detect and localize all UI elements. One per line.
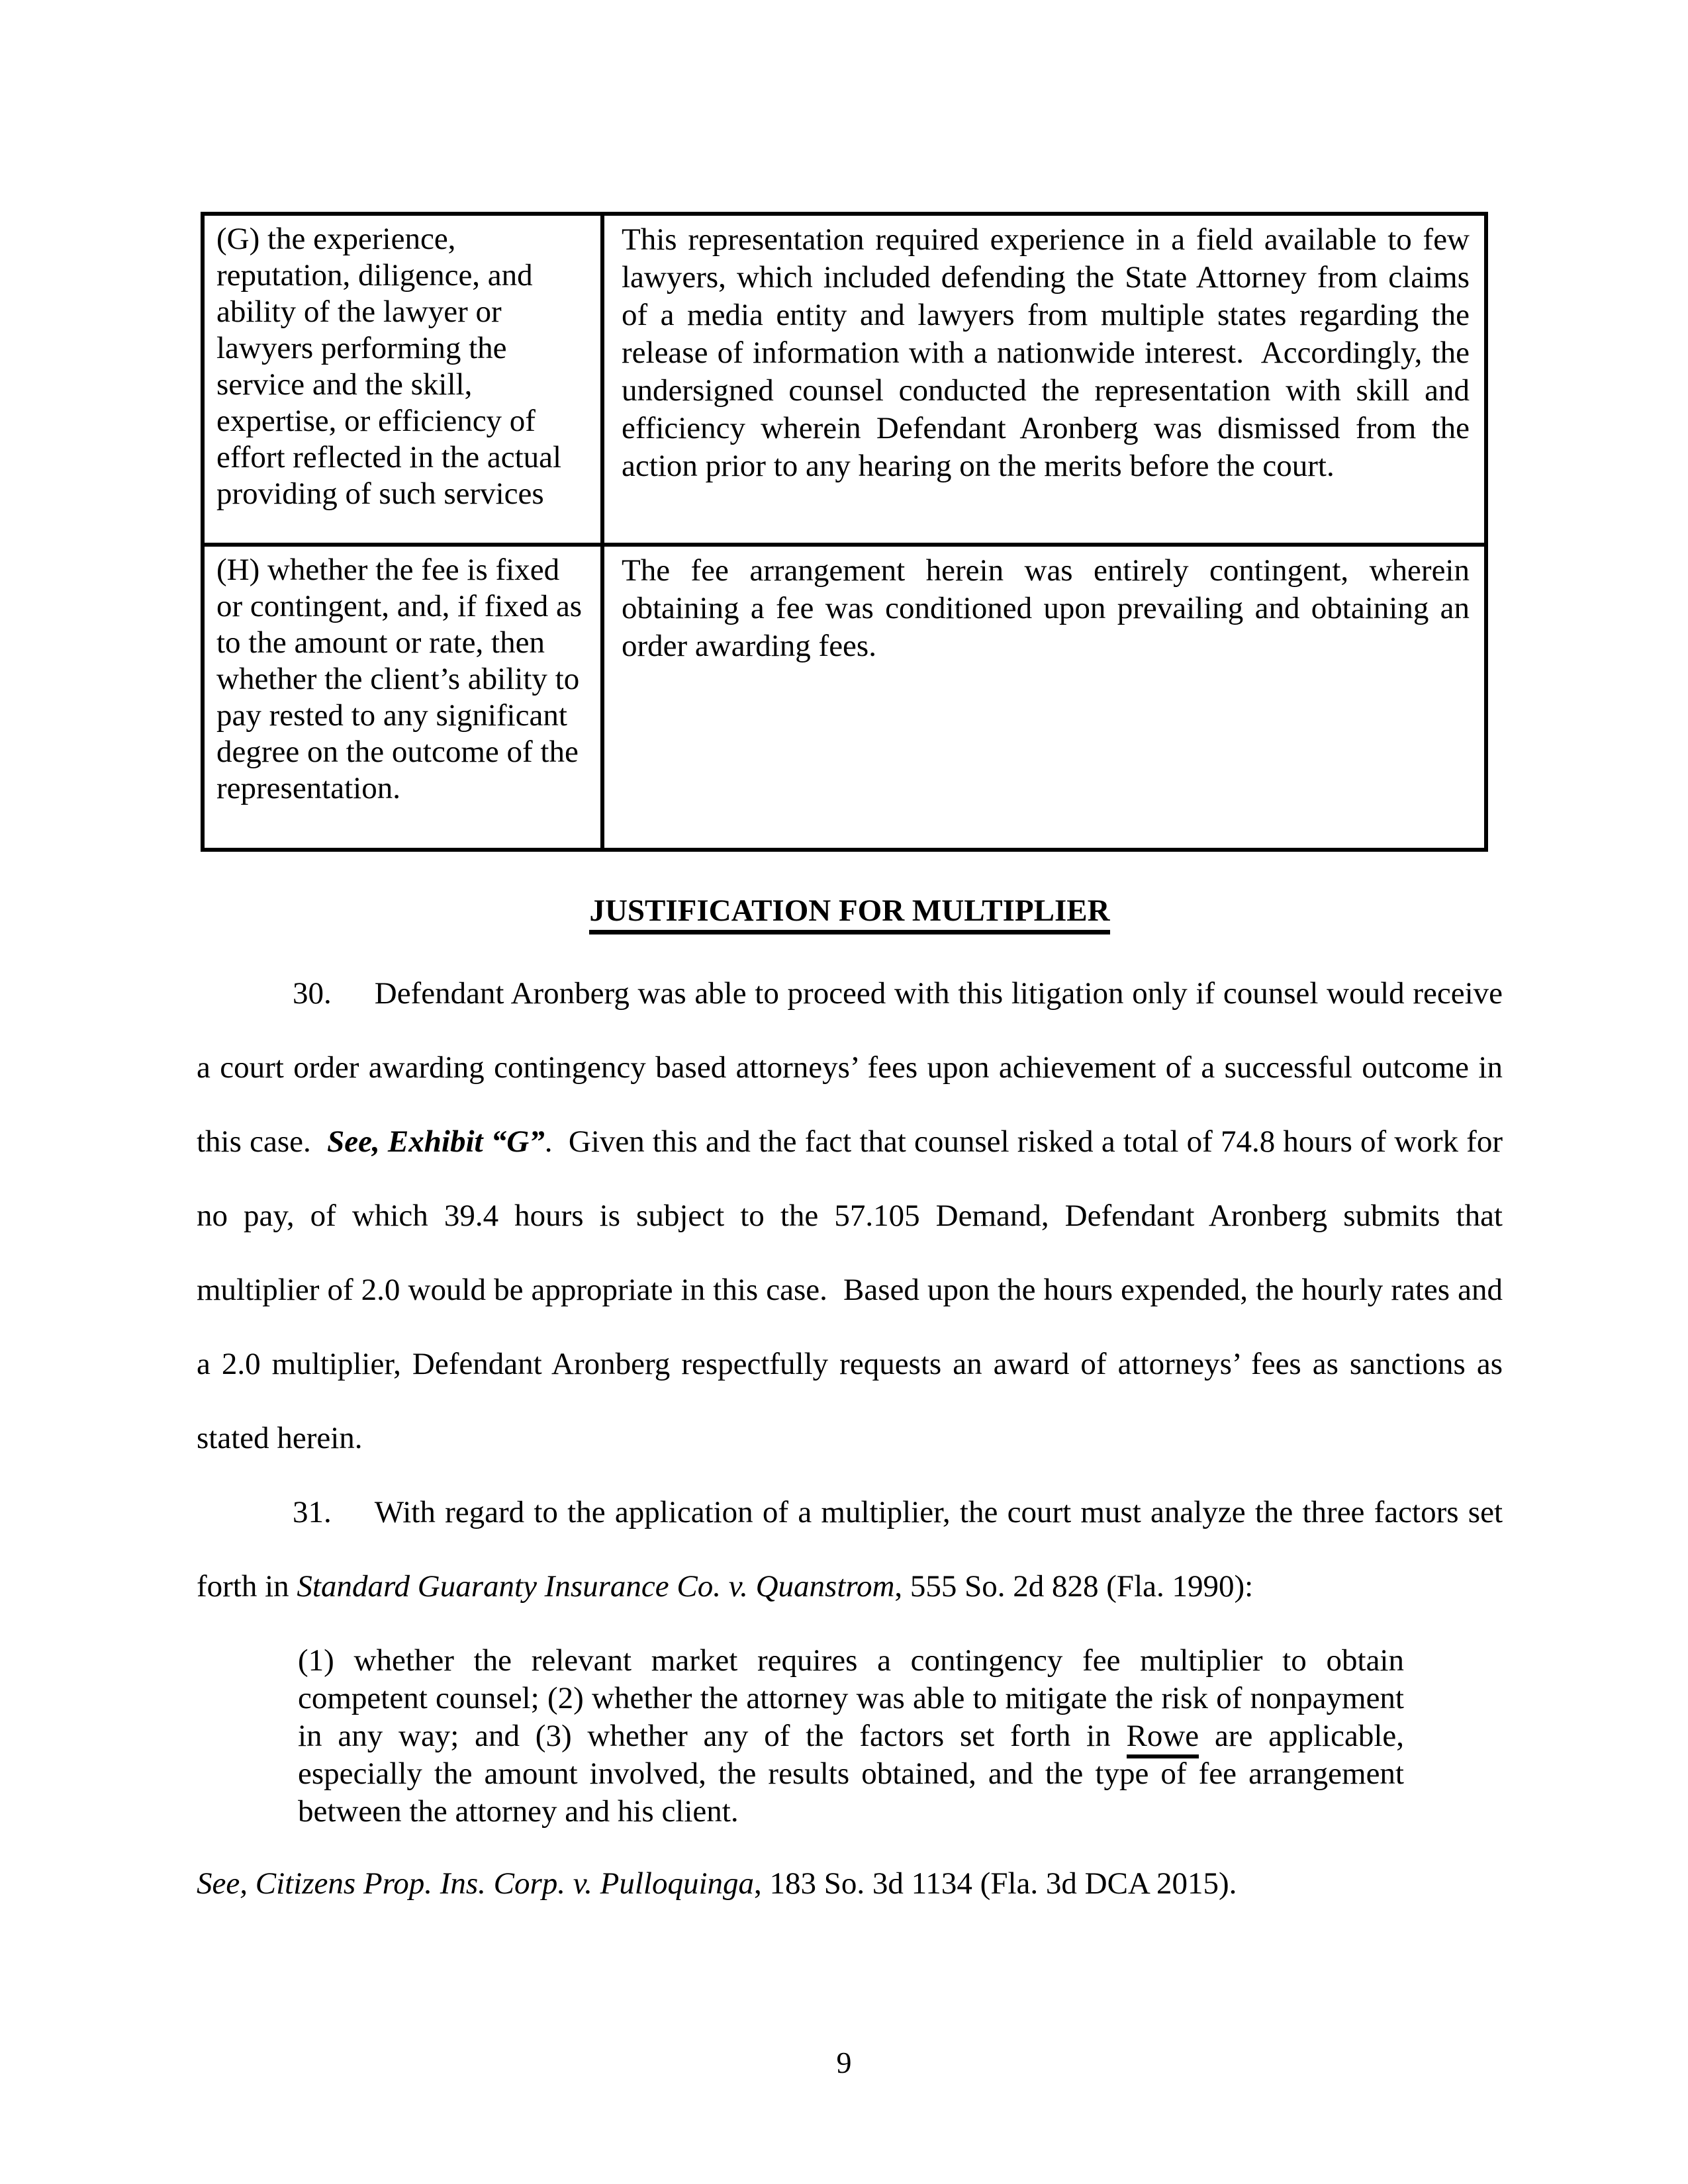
pulloquinga-citation-line bbox=[197, 1865, 1503, 1903]
quanstrom-case-citation: Standard Guaranty Insurance Co. v. Quanstrom bbox=[297, 1569, 895, 1604]
page-number: 9 bbox=[836, 2046, 852, 2079]
table-row-factor-g bbox=[203, 214, 1486, 545]
paragraph-31 bbox=[197, 1475, 1503, 1623]
exhibit-g-citation: See, Exhibit “G” bbox=[327, 1124, 545, 1159]
section-heading bbox=[197, 893, 1503, 929]
factor-h-cell: (H) whether the fee is fixed or contingent, and, if fixed as to the amount or rate, then whether the client’s ability to pay rested to any significant degree on the outcome of the representation. bbox=[203, 545, 602, 850]
paragraph-30-text-continued: . Given this and the fact that counsel risked a total of 74.8 hours of work for no pay, of which 39.4 hours is subject to the 57.105 Demand, Defendant Aronberg submits that multiplier of 2.0 would be appropriate in this case. Based upon the hours expended, the hourly rates and a 2.0 multiplier, Defendant Aronberg respectfully requests an award of attorneys’ fees as sanctions as stated herein. bbox=[197, 1124, 1503, 1455]
fee-factors-table bbox=[201, 212, 1488, 852]
rowe-case-reference: Rowe bbox=[1127, 1719, 1199, 1758]
paragraph-30-number: 30. bbox=[293, 976, 332, 1011]
factor-h-analysis-cell: The fee arrangement herein was entirely contingent, wherein obtaining a fee was conditioned upon prevailing and obtaining an order awarding fees. bbox=[602, 545, 1486, 850]
blockquote-text: (1) whether the relevant market requires a contingency fee multiplier to obtain competent counsel; (2) whether the attorney was able to mitigate the risk of nonpayment in any way; and (3) whether any of the factors set forth in bbox=[298, 1643, 1404, 1753]
paragraph-30 bbox=[197, 956, 1503, 1475]
factor-g-analysis-cell: This representation required experience in a field available to few lawyers, which included defending the State Attorney from claims of a media entity and lawyers from multiple states regarding the release of information with a nationwide interest. Accordingly, the undersigned counsel conducted the representation with skill and efficiency wherein Defendant Aronberg was dismissed from the action prior to any hearing on the merits before the court. bbox=[602, 214, 1486, 545]
blockquote-text-continued: are applicable, especially the amount involved, the results obtained, and the type of fee arrangement between the attorney and his client. bbox=[298, 1719, 1404, 1829]
page-content bbox=[197, 212, 1503, 1903]
quanstrom-factors-blockquote bbox=[298, 1642, 1404, 1831]
factor-g-cell: (G) the experience, reputation, diligence, and ability of the lawyer or lawyers performing the service and the skill, expertise, or efficiency of effort reflected in the actual providing of such services bbox=[203, 214, 602, 545]
paragraph-31-text: With regard to the application of a multiplier, the court must analyze the three factors set forth in bbox=[197, 1495, 1503, 1604]
section-heading-text: JUSTIFICATION FOR MULTIPLIER bbox=[589, 893, 1109, 934]
paragraph-31-text-continued: , 555 So. 2d 828 (Fla. 1990): bbox=[894, 1569, 1254, 1604]
table-row-factor-h bbox=[203, 545, 1486, 850]
pulloquinga-case-name: See, Citizens Prop. Ins. Corp. v. Pulloquinga bbox=[197, 1866, 755, 1901]
pulloquinga-reporter-cite: , 183 So. 3d 1134 (Fla. 3d DCA 2015). bbox=[754, 1866, 1237, 1901]
paragraph-30-text: Defendant Aronberg was able to proceed with this litigation only if counsel would receive a court order awarding contingency based attorneys’ fees upon achievement of a successful outcome in this case. bbox=[197, 976, 1503, 1159]
paragraph-31-number: 31. bbox=[293, 1495, 332, 1529]
